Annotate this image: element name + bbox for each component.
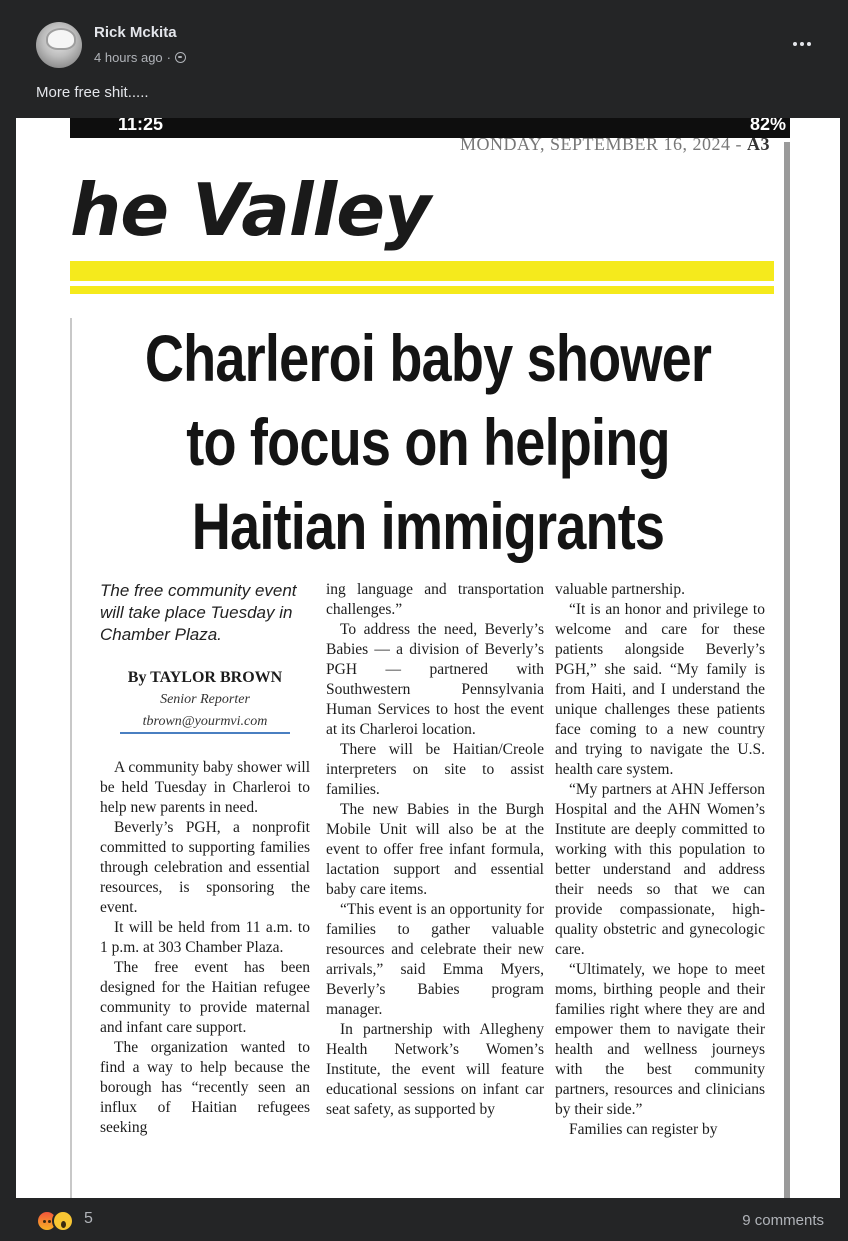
comments-link[interactable]: 9 comments <box>742 1212 824 1229</box>
paragraph: The organization wanted to find a way to help because the borough has “recently seen an influx of Haitian refugees seeking <box>100 1039 310 1136</box>
paragraph: It will be held from 11 a.m. to 1 p.m. at 303 Chamber Plaza. <box>100 919 310 956</box>
paragraph: A community baby shower will be held Tuesday in Charleroi to help new parents in need. <box>100 759 310 816</box>
paragraph: “This event is an opportunity for families to gather valuable resources and celebrate their new arrivals,” said Emma Myers, Beverly’s Babies program manager. <box>326 901 544 1018</box>
paragraph: The new Babies in the Burgh Mobile Unit will also be at the event to offer free infant formula, lactation support and essential baby care items. <box>326 801 544 898</box>
paragraph: “My partners at AHN Jefferson Hospital and the AHN Women’s Institute are deeply committed to working with this population to better understand and address their needs so that we can provide compassionate, high-quality obstetric and gynecologic care. <box>555 781 765 958</box>
article-column-3 <box>555 580 765 1140</box>
post-meta <box>94 50 186 65</box>
author-role: Senior Reporter <box>160 692 250 707</box>
reaction-icons[interactable] <box>36 1210 74 1232</box>
highlight-band <box>70 286 774 294</box>
author-name[interactable]: Rick Mckita <box>94 24 177 41</box>
meta-separator: · <box>166 50 172 65</box>
more-dot-icon <box>793 42 797 46</box>
reaction-count[interactable]: 5 <box>84 1210 93 1227</box>
post-footer <box>16 1198 840 1241</box>
paragraph: valuable partnership. <box>555 581 685 598</box>
post-text: More free shit..... <box>36 84 149 101</box>
more-options-button[interactable] <box>784 34 820 54</box>
paragraph: “Ultimately, we hope to meet moms, birthing people and their families right where they are and empower them to navigate their health and wellness journeys with the best community partners, resources and clinicians by their side.” <box>555 961 765 1118</box>
post-photo[interactable] <box>16 118 840 1198</box>
article-headline: Charleroi baby shower to focus on helping Haitian immigrants <box>144 321 712 563</box>
paragraph: To address the need, Beverly’s Babies — a division of Beverly’s PGH — partnered with Southwestern Pennsylvania Human Services to host the event at its Charleroi location. <box>326 621 544 738</box>
author-email: tbrown@yourmvi.com <box>120 712 290 734</box>
paragraph: Families can register by <box>569 1121 718 1138</box>
dateline-date: MONDAY, SEPTEMBER 16, 2024 - <box>459 134 747 154</box>
highlight-band <box>70 261 774 281</box>
article-column-2 <box>326 580 544 1120</box>
more-dot-icon <box>800 42 804 46</box>
paragraph: “It is an honor and privilege to welcome and care for these patients alongside Beverly’s PGH,” she said. “My family is from Haiti, and I understand the unique challenges these patients face coming to a new country and trying to navigate the U.S. health care system. <box>555 601 765 778</box>
paragraph: The free event has been designed for the Haitian refugee community to provide maternal and infant care support. <box>100 959 310 1036</box>
wow-icon <box>52 1210 74 1232</box>
newspaper-dateline <box>460 134 770 155</box>
paragraph: ing language and transportation challenges.” <box>326 581 544 618</box>
column-rule <box>70 318 72 1198</box>
timestamp[interactable]: 4 hours ago <box>94 50 163 65</box>
phone-time: 11:25 <box>118 118 164 134</box>
more-dot-icon <box>807 42 811 46</box>
section-title: he Valley <box>70 168 430 252</box>
paragraph: Beverly’s PGH, a nonprofit committed to supporting families through celebration and essential resources, is sponsoring the event. <box>100 819 310 916</box>
article-deck: The free community event will take place Tuesday in Chamber Plaza. <box>100 581 297 644</box>
page-edge <box>784 142 790 1198</box>
paragraph: In partnership with Allegheny Health Network’s Women’s Institute, the event will feature educational sessions on infant car seat safety, as supported by <box>326 1021 544 1118</box>
dateline-page: A3 <box>747 134 770 154</box>
phone-battery: 82% <box>749 118 786 134</box>
paragraph: There will be Haitian/Creole interpreters on site to assist families. <box>326 741 544 798</box>
byline: By TAYLOR BROWN <box>127 669 283 686</box>
avatar[interactable] <box>36 22 82 68</box>
article-column-1 <box>100 580 310 1138</box>
globe-icon <box>175 52 186 63</box>
